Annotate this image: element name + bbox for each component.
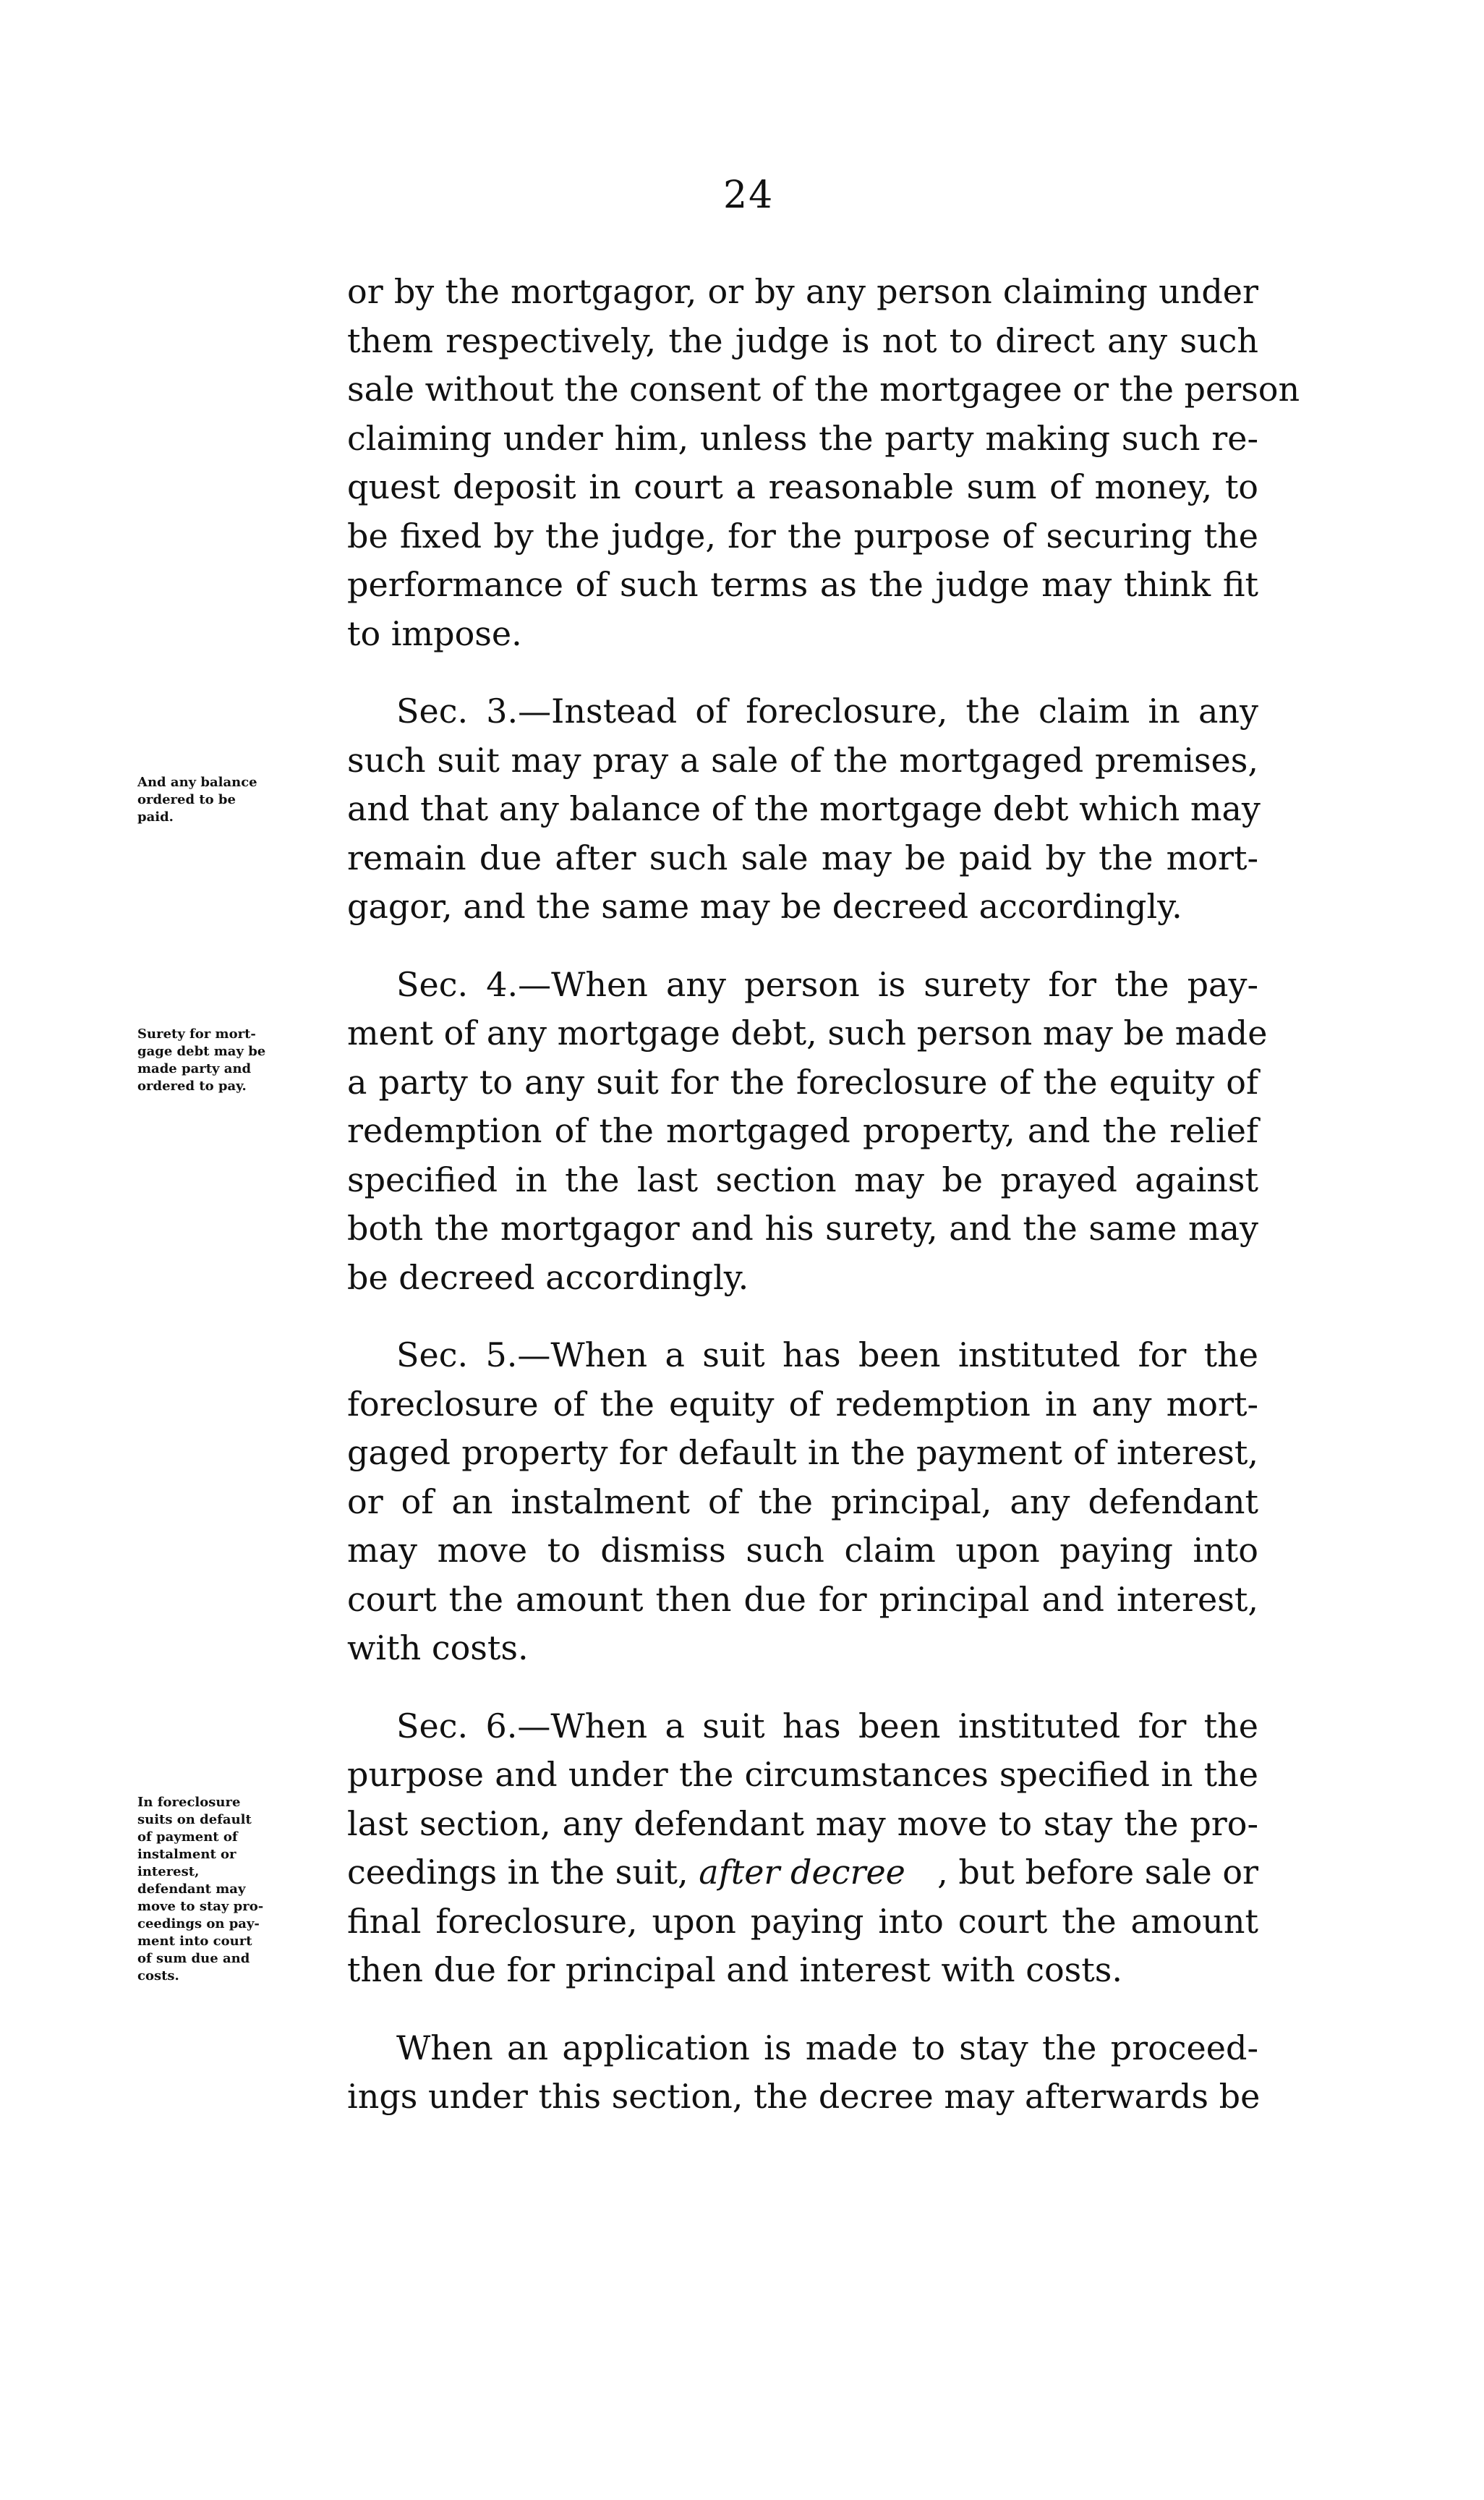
text-line: court the amount then due for principal and interest,	[347, 1579, 1258, 1619]
margin-note-foreclosure	[137, 1794, 347, 1985]
margin-note-line: ordered to be	[137, 792, 236, 807]
text-line: performance of such terms as the judge may think fit	[347, 565, 1258, 604]
margin-note-line: ordered to pay.	[137, 1079, 247, 1094]
text-line: gagor, and the same may be decreed accordingly.	[347, 887, 1182, 926]
margin-note-balance	[137, 774, 347, 826]
text-line: purpose and under the circumstances specified in the	[347, 1755, 1258, 1794]
section-heading-line: Sec. 3.—Instead of foreclosure, the claim in any	[396, 692, 1258, 731]
text-line: with costs.	[347, 1628, 529, 1667]
margin-note-line: of payment of	[137, 1829, 238, 1845]
section-heading-line: Sec. 6.—When a suit has been instituted for the	[396, 1706, 1258, 1746]
paragraph-gap	[347, 1673, 1258, 1702]
text-line: or of an instalment of the principal, any defendant	[347, 1481, 1258, 1521]
text-line: quest deposit in court a reasonable sum of money, to	[347, 467, 1258, 506]
margin-note-line: Surety for mort-	[137, 1026, 256, 1042]
margin-note-line: gage debt may be	[137, 1044, 266, 1059]
text-line-with-emphasis	[347, 1848, 1258, 1897]
text-line: a party to any suit for the foreclosure of the equity of	[347, 1062, 1258, 1102]
paragraph-application	[347, 2024, 1261, 2122]
text-line: ment of any mortgage debt, such person may be made	[347, 1013, 1268, 1053]
text-line: such suit may pray a sale of the mortgaged premises,	[347, 740, 1258, 780]
paragraph-continuation	[347, 268, 1300, 658]
margin-note-line: costs.	[137, 1968, 179, 1984]
paragraph-gap	[347, 658, 1258, 687]
text-line: specified in the last section may be prayed against	[347, 1160, 1258, 1199]
paragraph-gap	[347, 1302, 1258, 1331]
paragraph-gap	[347, 932, 1258, 961]
text-line: foreclosure of the equity of redemption in any mort-	[347, 1384, 1258, 1424]
text-line: be fixed by the judge, for the purpose of securing the	[347, 516, 1258, 556]
text-line: ings under this section, the decree may afterwards be	[347, 2077, 1261, 2116]
text-line: remain due after such sale may be paid by the mort-	[347, 838, 1258, 877]
text-fragment: ceedings in the suit,	[347, 1853, 699, 1892]
text-line: claiming under him, unless the party making such re-	[347, 418, 1258, 458]
text-line: redemption of the mortgaged property, and the relief	[347, 1111, 1258, 1150]
text-line: sale without the consent of the mortgagee or the person	[347, 370, 1300, 409]
paragraph-sec5	[347, 1331, 1258, 1673]
paragraph-sec6	[347, 1702, 1258, 1995]
margin-note-line: defendant may	[137, 1882, 246, 1897]
text-line: When an application is made to stay the proceed-	[396, 2028, 1258, 2067]
margin-note-line: ceedings on pay-	[137, 1916, 260, 1931]
text-fragment: , but before sale or	[937, 1853, 1258, 1892]
text-line: both the mortgagor and his surety, and the same may	[347, 1209, 1258, 1248]
margin-note-line: made party and	[137, 1061, 252, 1076]
margin-note-line: of sum due and	[137, 1951, 250, 1966]
text-line: last section, any defendant may move to stay the pro-	[347, 1803, 1258, 1843]
paragraph-sec4	[347, 961, 1268, 1303]
emphasis-after-decree: after decree	[699, 1853, 905, 1892]
margin-note-line: instalment or	[137, 1847, 236, 1862]
margin-note-line: And any balance	[137, 775, 257, 790]
margin-note-line: suits on default	[137, 1812, 252, 1827]
main-text-column	[347, 268, 1300, 2122]
paragraph-sec3	[347, 687, 1261, 932]
margin-note-surety	[137, 1026, 347, 1095]
margin-note-line: interest,	[137, 1864, 200, 1879]
text-line: may move to dismiss such claim upon paying into	[347, 1531, 1258, 1570]
text-line: gaged property for default in the payment of interest,	[347, 1433, 1258, 1472]
text-line: or by the mortgagor, or by any person claiming under	[347, 272, 1258, 311]
section-heading-line: Sec. 4.—When any person is surety for the pay-	[396, 964, 1258, 1004]
margin-note-line: In foreclosure	[137, 1795, 241, 1810]
text-line: to impose.	[347, 613, 522, 653]
margin-note-line: paid.	[137, 809, 174, 825]
paragraph-gap	[347, 1995, 1258, 2024]
text-line: then due for principal and interest with costs.	[347, 1950, 1122, 1989]
text-line: be decreed accordingly.	[347, 1257, 749, 1297]
page-number: 24	[723, 174, 775, 217]
text-line: them respectively, the judge is not to direct any such	[347, 320, 1258, 360]
margin-note-line: move to stay pro-	[137, 1899, 264, 1914]
text-line: final foreclosure, upon paying into court the amount	[347, 1901, 1258, 1941]
text-line: and that any balance of the mortgage debt which may	[347, 789, 1261, 828]
section-heading-line: Sec. 5.—When a suit has been instituted for the	[396, 1335, 1258, 1374]
margin-note-line: ment into court	[137, 1934, 252, 1949]
